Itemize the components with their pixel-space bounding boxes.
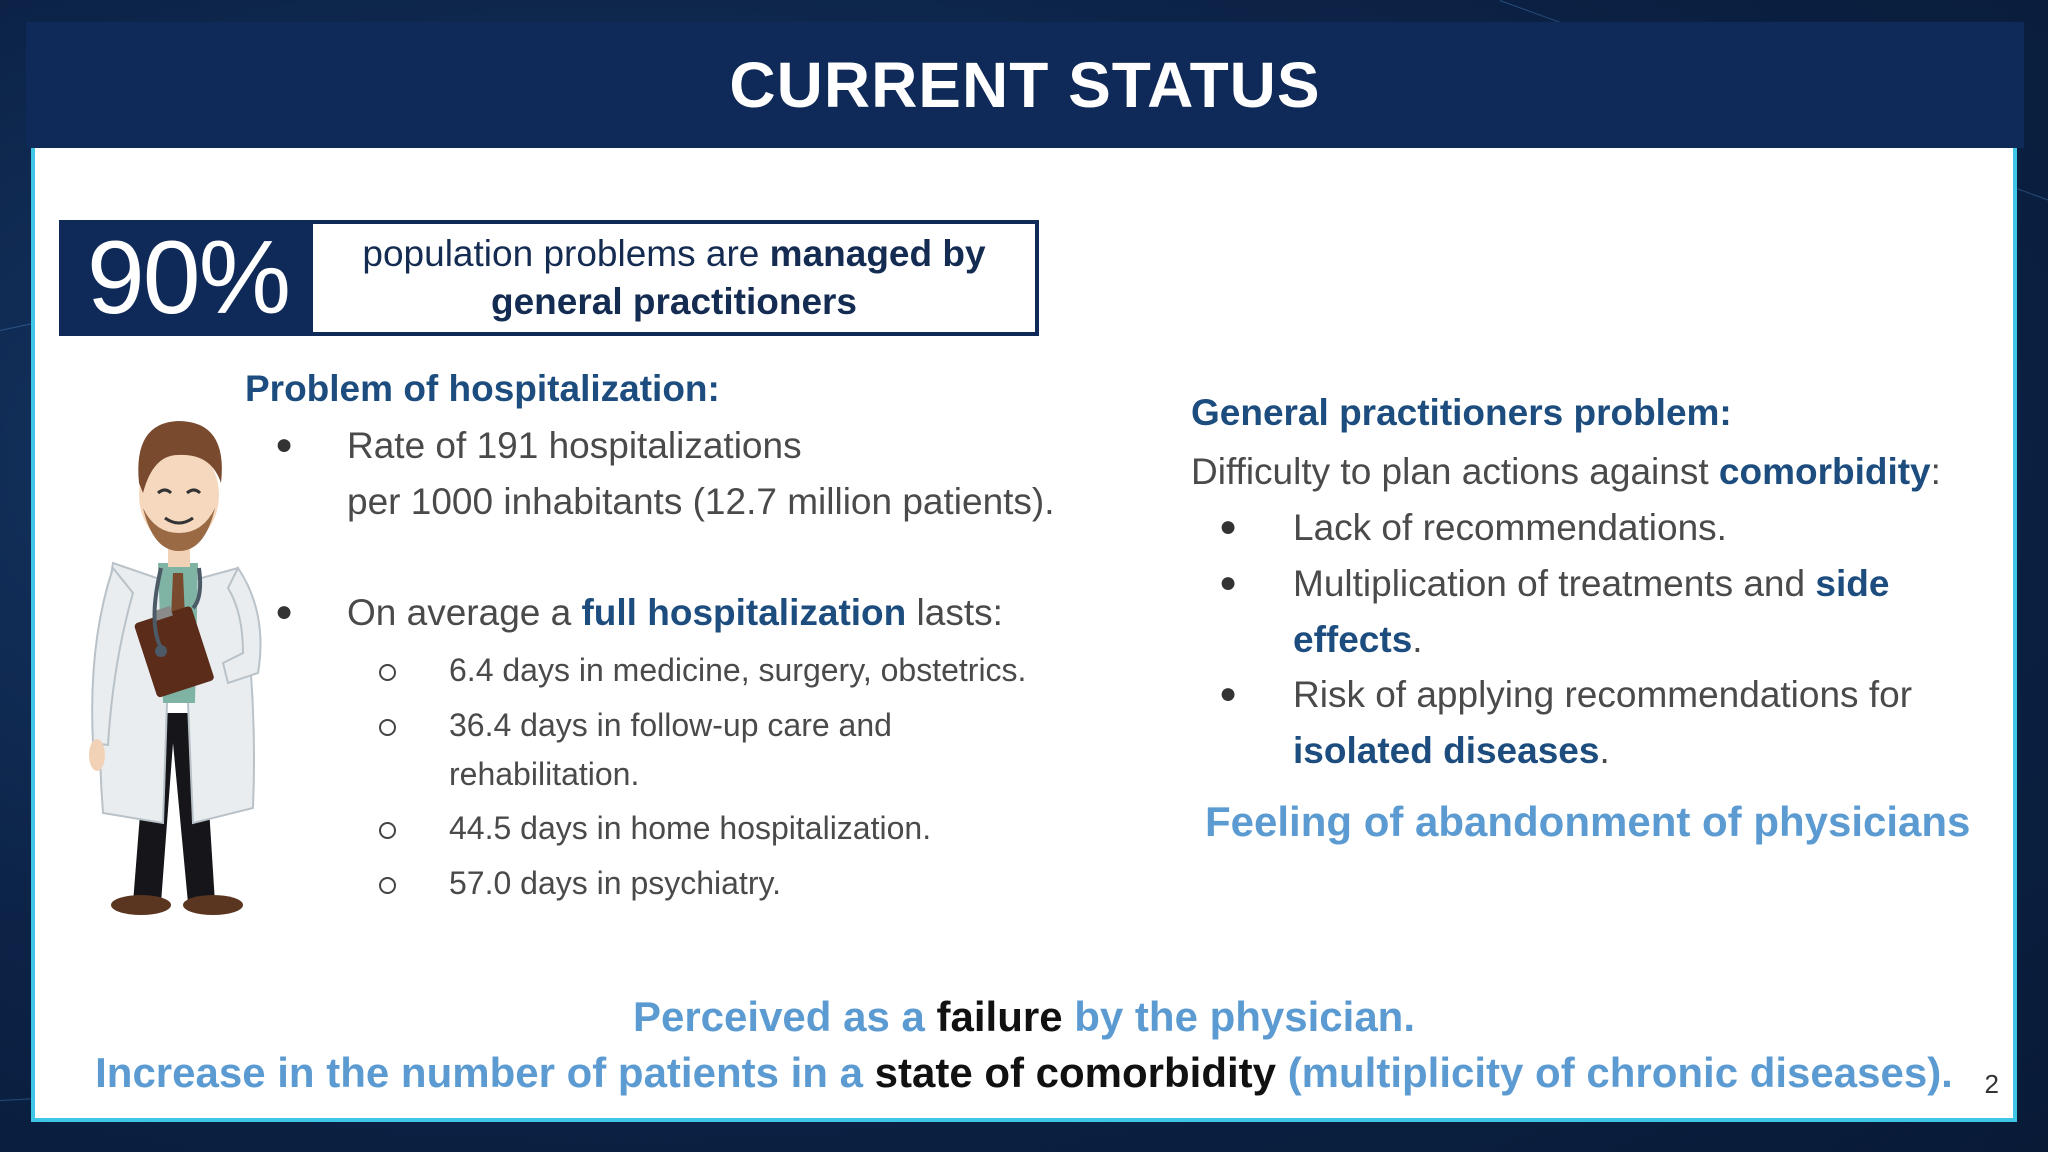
bullet-dot: ●	[275, 595, 294, 628]
gp-problem-intro: Difficulty to plan actions against comorbidity:	[1191, 451, 1941, 492]
stat-value: 90%	[63, 224, 313, 332]
bullet-dot: ●	[1219, 566, 1238, 599]
slide-title: CURRENT STATUS	[729, 49, 1321, 121]
sub-item: 57.0 days in psychiatry.	[449, 865, 782, 901]
gp-bullet-risk: Risk of applying recommendations for isolated diseases.	[1293, 674, 1913, 771]
feeling-statement: Feeling of abandonment of physicians	[1205, 798, 1971, 845]
stat-description: population problems are managed by general practitioners	[362, 233, 986, 322]
footer-line-1: Perceived as a failure by the physician.	[632, 993, 1416, 1040]
slide-content	[31, 148, 2017, 1122]
sub-bullet-circle	[379, 877, 396, 894]
gp-bullet-treatments: Multiplication of treatments and side effects.	[1293, 563, 1890, 660]
stat-box	[59, 220, 1039, 336]
sub-item-continued: rehabilitation.	[449, 756, 640, 792]
sub-bullet-circle	[379, 822, 396, 839]
sub-item: 36.4 days in follow-up care and	[449, 707, 892, 743]
sub-bullet-circle	[379, 719, 396, 736]
hospitalization-title: Problem of hospitalization:	[245, 368, 720, 409]
sub-item: 44.5 days in home hospitalization.	[449, 810, 932, 846]
bullet-dot: ●	[275, 428, 294, 461]
bullet-dot: ●	[1219, 677, 1238, 710]
footer-line-2: Increase in the number of patients in a state of comorbidity (multiplicity of chronic diseases).	[95, 1049, 1953, 1096]
page-number: 2	[1984, 1069, 1999, 1099]
slide-header	[26, 22, 2024, 148]
sub-bullet-circle	[379, 664, 396, 681]
sub-item: 6.4 days in medicine, surgery, obstetrics.	[449, 652, 1027, 688]
bullet-dot: ●	[1219, 510, 1238, 543]
hospitalization-duration: On average a full hospitalization lasts:	[347, 592, 1003, 633]
gp-bullet-recommendations: Lack of recommendations.	[1293, 507, 1727, 548]
hospitalization-rate: Rate of 191 hospitalizations per 1000 inhabitants (12.7 million patients).	[347, 425, 1055, 522]
doctor-illustration	[53, 383, 303, 918]
gp-problem-title: General practitioners problem:	[1191, 392, 1732, 433]
